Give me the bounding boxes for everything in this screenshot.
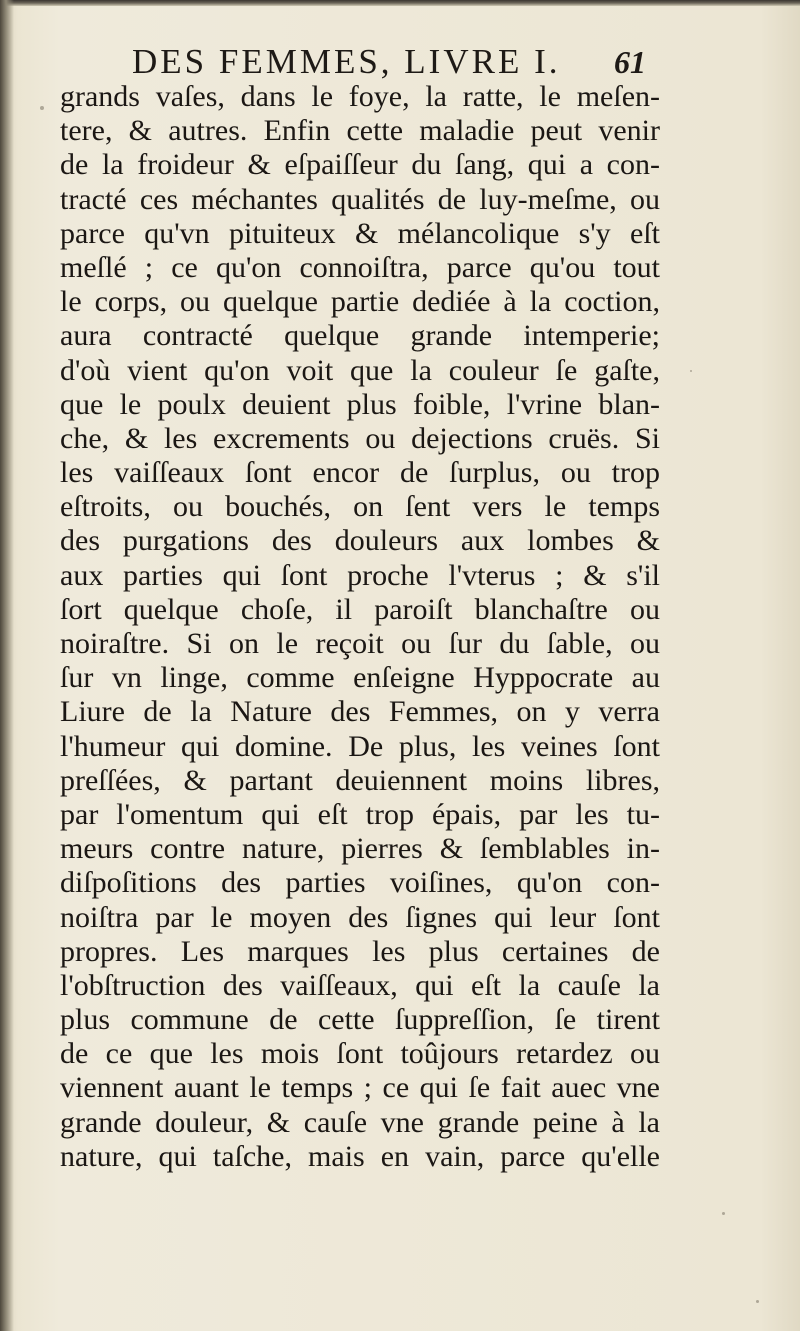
text-line: ſur vn linge, comme enſeigne Hyppocrate au [60, 661, 660, 695]
page-number: 61 [614, 44, 646, 80]
text-line: tracté ces méchantes qualités de luy-meſme, ou [60, 182, 660, 216]
text-line: preſſées, & partant deuiennent moins libres, [60, 763, 660, 797]
paper-speck [690, 370, 692, 372]
text-line: viennent auant le temps ; ce qui ſe fait auec vne [60, 1071, 660, 1105]
text-line: grande douleur, & cauſe vne grande peine à la [60, 1105, 660, 1139]
text-line: noiſtra par le moyen des ſignes qui leur ſont [60, 900, 660, 934]
text-line: Liure de la Nature des Femmes, on y verra [60, 695, 660, 729]
body-text [60, 80, 660, 1174]
text-line: diſpoſitions des parties voiſines, qu'on con- [60, 866, 660, 900]
text-line: che, & les excrements ou dejections cruës. Si [60, 421, 660, 455]
text-line: l'humeur qui domine. De plus, les veines ſont [60, 729, 660, 763]
text-line: aux parties qui ſont proche l'vterus ; & s'il [60, 558, 660, 592]
page-top-edge [0, 0, 800, 6]
text-line: tere, & autres. Enfin cette maladie peut venir [60, 114, 660, 148]
text-line: aura contracté quelque grande intemperie; [60, 319, 660, 353]
text-line: les vaiſſeaux ſont encor de ſurplus, ou trop [60, 456, 660, 490]
binding-gutter [0, 0, 14, 1331]
text-line: des purgations des douleurs aux lombes & [60, 524, 660, 558]
text-line: d'où vient qu'on voit que la couleur ſe gaſte, [60, 353, 660, 387]
text-line: de ce que les mois ſont toûjours retardez ou [60, 1037, 660, 1071]
text-line: propres. Les marques les plus certaines de [60, 934, 660, 968]
paper-speck [756, 1300, 759, 1303]
paper-speck [40, 106, 44, 110]
text-line: que le poulx deuient plus foible, l'vrine blan- [60, 387, 660, 421]
text-line: parce qu'vn pituiteux & mélancolique s'y eſt [60, 216, 660, 250]
text-line: le corps, ou quelque partie dediée à la coction, [60, 285, 660, 319]
text-line: ſort quelque choſe, il paroiſt blanchaſtre ou [60, 592, 660, 626]
text-line: de la froideur & eſpaiſſeur du ſang, qui a con- [60, 148, 660, 182]
text-line: meſlé ; ce qu'on connoiſtra, parce qu'ou tout [60, 250, 660, 284]
text-line: eſtroits, ou bouchés, on ſent vers le temps [60, 490, 660, 524]
text-line: grands vaſes, dans le foye, la ratte, le meſen- [60, 80, 660, 113]
text-line: plus commune de cette ſuppreſſion, ſe tirent [60, 1003, 660, 1037]
text-line: l'obſtruction des vaiſſeaux, qui eſt la cauſe la [60, 968, 660, 1002]
text-line: noiraſtre. Si on le reçoit ou ſur du ſable, ou [60, 627, 660, 660]
paper-speck [722, 1212, 725, 1215]
text-line: meurs contre nature, pierres & ſemblables in- [60, 832, 660, 866]
running-head: DES FEMMES, LIVRE I. [132, 42, 561, 81]
text-line: nature, qui taſche, mais en vain, parce qu'elle [60, 1139, 660, 1173]
text-line: par l'omentum qui eſt trop épais, par les tu- [60, 797, 660, 831]
